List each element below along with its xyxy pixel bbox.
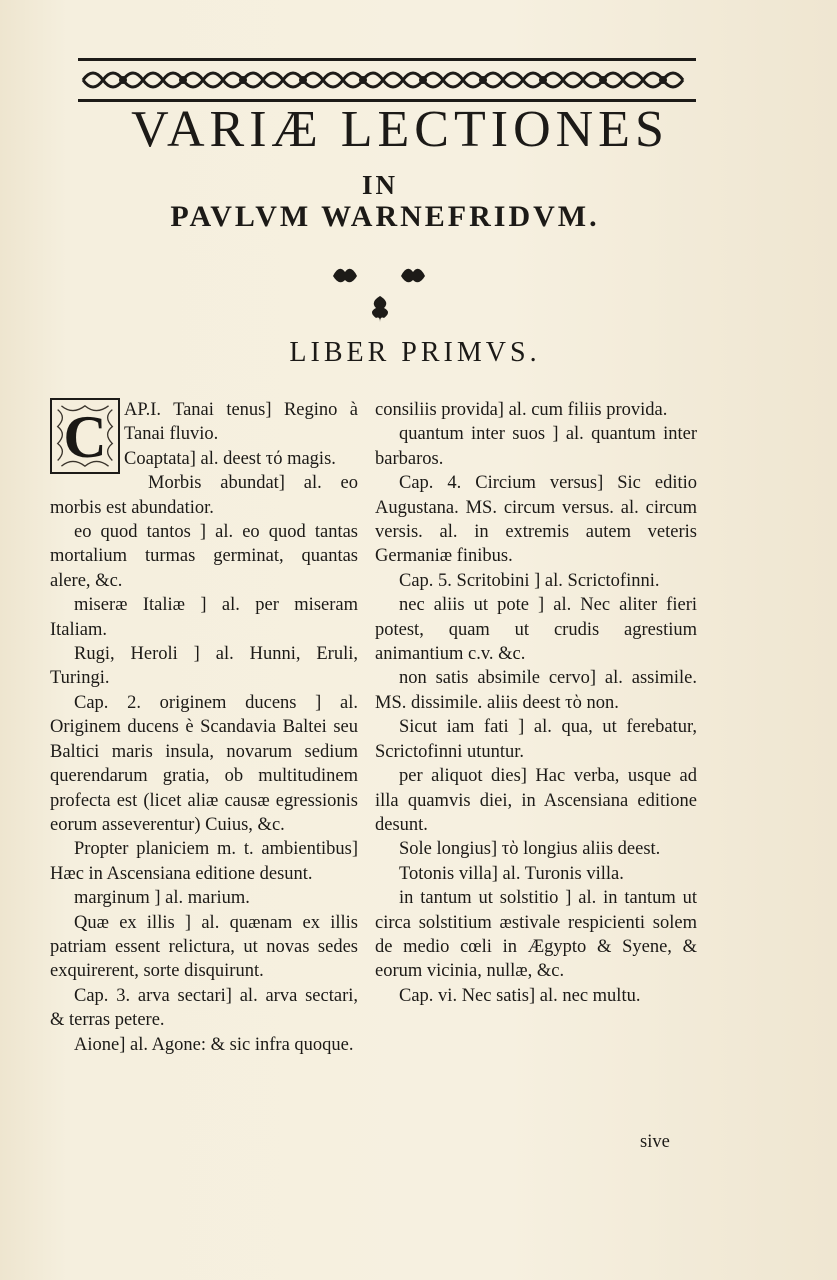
decorated-initial [50,398,120,474]
variant-reading: marginum ] al. marium. [74,888,250,909]
variant-reading: Sole longius] τὸ longius aliis deest. [399,839,661,860]
variant-reading: miseræ Italiæ ] al. per miseram Italiam. [50,595,358,640]
variant-reading: Propter planiciem m. t. ambientibus] Hæc in Ascensiana editione desunt. [50,839,358,884]
fleuron-bottom-icon [366,294,394,324]
variant-reading: Cap. 4. Circium versus] Sic editio Augustana. MS. circum versus. al. circum versis. al. in extremis autem veteris Germaniæ finibus. [375,473,697,567]
fleuron-right-icon [398,262,428,290]
variant-reading: Cap. 5. Scritobini ] al. Scrictofinni. [399,570,660,591]
variant-reading: Cap. vi. Nec satis] al. nec multu. [399,985,641,1006]
ornamental-header-band [78,58,696,102]
variant-reading: Aione] al. Agone: & sic infra quoque. [74,1034,354,1055]
page-subtitle: PAVLVM WARNEFRIDVM. [170,200,600,233]
fleuron-left-icon [330,262,360,290]
variant-reading: Morbis abundat] al. eo morbis est abundatior. [50,473,358,518]
variant-reading: quantum inter suos ] al. quantum inter barbaros. [375,424,697,469]
scrollwork-ornament-icon [78,61,696,99]
variant-reading: nec aliis ut pote ] al. Nec aliter fieri potest, quam ut crudis agrestium animantium c.v. &c. [375,595,697,665]
right-column [375,398,697,1008]
catchword: sive [640,1132,670,1152]
title-connector: IN [361,170,398,200]
variant-reading: eo quod tantos ] al. eo quod tantas mortalium turmas germinat, quantas alere, &c. [50,522,358,591]
variant-reading: per aliquot dies] Hac verba, usque ad illa quamvis diei, in Ascensiana editione desunt. [375,766,697,835]
variant-reading: Totonis villa] al. Turonis villa. [399,863,624,884]
drop-cap-letter: C [63,404,107,470]
variant-reading: Quæ ex illis ] al. quænam ex illis patriam essent relictura, ut novas sedes exquirerent, sorte disquirunt. [50,912,358,982]
variant-reading: Cap. 2. originem ducens ] al. Originem ducens è Scandavia Baltei seu Baltici maris insula, novarum sedium querendarum gratia, ob multitudinem profecta est (licet aliæ causæ egressionis eorum asseverentur) Cuius, &c. [50,692,358,835]
variant-reading: in tantum ut solstitio ] al. in tantum ut circa solstitium æstivale respicienti solem de medio cœli in Ægypto & Syene, & eorum vicinia, nullæ, &c. [375,888,697,982]
variant-reading: Coaptata] al. deest τό magis. [124,448,336,469]
book-heading: LIBER PRIMVS. [289,337,541,368]
variant-reading: consiliis provida] al. cum filiis provida. [375,400,668,420]
variant-reading: Cap. 3. arva sectari] al. arva sectari, & terras petere. [50,985,358,1031]
variant-reading: Rugi, Heroli ] al. Hunni, Eruli, Turingi. [50,644,358,689]
variant-reading: AP.I. Tanai tenus] Regino à Tanai fluvio. [124,400,358,445]
variant-reading: Sicut iam fati ] al. qua, ut ferebatur, Scrictofinni utuntur. [375,717,697,762]
left-column [50,398,358,1057]
page-title: VARIÆ LECTIONES [131,101,669,158]
variant-reading: non satis absimile cervo] al. assimile. MS. dissimile. aliis deest τὸ non. [375,668,697,713]
